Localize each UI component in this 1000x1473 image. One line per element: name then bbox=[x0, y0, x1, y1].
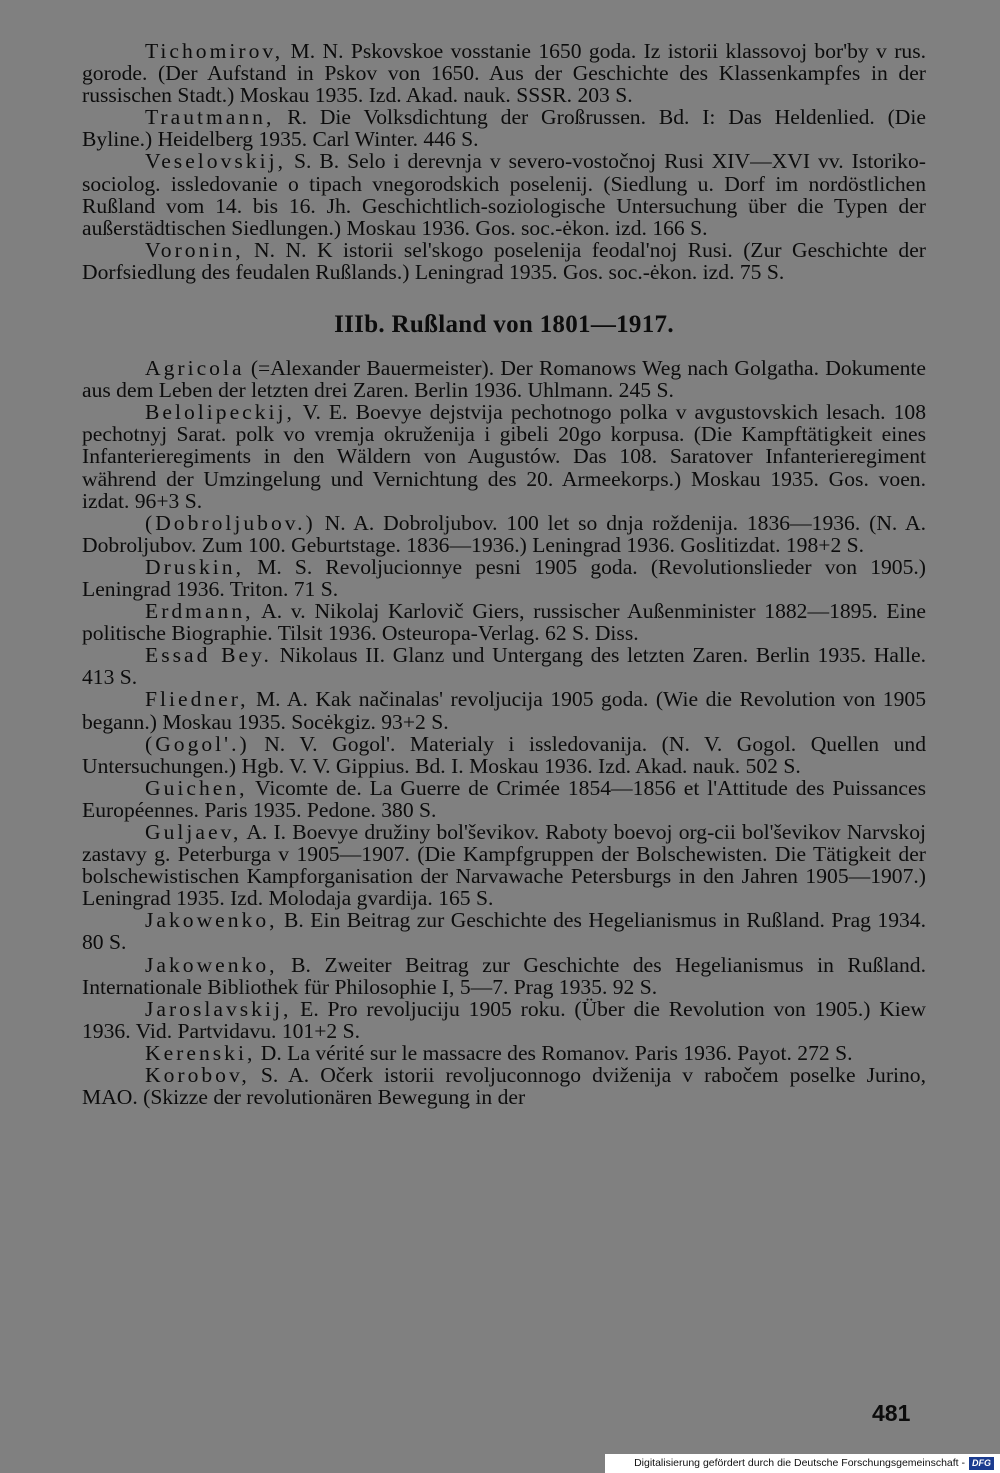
section-title: IIIb. Rußland von 1801—1917. bbox=[334, 311, 674, 339]
entry-author: Voronin, bbox=[145, 237, 244, 262]
bibliography-entry bbox=[82, 150, 926, 238]
entry-author: Kerenski, bbox=[145, 1040, 256, 1065]
bibliography-entry bbox=[82, 239, 926, 283]
entry-author: Korobov, bbox=[145, 1063, 250, 1088]
entry-author: Tichomirov, bbox=[145, 39, 284, 63]
bibliography-entry bbox=[82, 512, 926, 556]
entry-text: M. S. Revoljucionnye pesni 1905 goda. (Revolutionslieder von 1905.) Leningrad 1936. Triton. 71 S. bbox=[82, 554, 926, 601]
entry-text: D. La vérité sur le massacre des Romanov. Paris 1936. Payot. 272 S. bbox=[255, 1040, 853, 1065]
entry-text: B. Ein Beitrag zur Geschichte des Hegelianismus in Rußland. Prag 1934. 80 S. bbox=[82, 908, 926, 955]
bibliography-entry bbox=[82, 106, 926, 150]
bibliography-entry bbox=[82, 777, 926, 821]
entry-text: M. N. Pskovskoe vosstanie 1650 goda. Iz istorii klassovoj bor'by v rus. gorode. (Der Aufstand in Pskov von 1650. Aus der Geschichte des Klassenkampfes in der russischen Stadt.) Moskau 1935. Izd. Akad. nauk. SSSR. 203 S. bbox=[82, 39, 926, 108]
bibliography-entry bbox=[82, 556, 926, 600]
entry-text: N. A. Dobroljubov. 100 let so dnja roždenija. 1836—1936. (N. A. Dobroljubov. Zum 100. Geburtstage. 1836—1936.) Leningrad 1936. Goslitizdat. 198+2 S. bbox=[82, 510, 926, 557]
footer-text: Digitalisierung gefördert durch die Deutsche Forschungsgemeinschaft - bbox=[634, 1457, 965, 1469]
bibliography-entry bbox=[82, 688, 926, 732]
footer-credit bbox=[605, 1454, 1000, 1473]
entry-text: S. A. Očerk istorii revoljuconnogo dviženija v rabočem poselke Jurino, MAO. (Skizze der revolutionären Bewegung in der bbox=[82, 1063, 926, 1110]
bibliography-entry bbox=[82, 40, 926, 106]
entry-author: Druskin, bbox=[145, 554, 244, 579]
entry-author: Erdmann, bbox=[145, 599, 254, 624]
entry-author: Jakowenko, bbox=[145, 908, 278, 933]
entry-author: Veselovskij, bbox=[145, 149, 286, 174]
entry-author: Trautmann, bbox=[145, 105, 275, 130]
entry-text: A. I. Boevye družiny bol'ševikov. Raboty boevoj org-cii bol'ševikov Narvskoj zastavy g. Peterburga v 1905—1907. (Die Kampfgruppen der Bolschewisten. Die Tätigkeit der bolschewistischen Kampforganisation der Narvawache Petersburgs in den Jahren 1905—1907.) Leningrad 1935. Izd. Molodaja gvardija. 165 S. bbox=[82, 820, 926, 911]
page-body bbox=[82, 40, 926, 1108]
bibliography-entry bbox=[82, 357, 926, 401]
bibliography-entry bbox=[82, 600, 926, 644]
entry-text: B. Zweiter Beitrag zur Geschichte des Hegelianismus in Rußland. Internationale Bibliothek für Philosophie I, 5—7. Prag 1935. 92 S. bbox=[82, 952, 926, 999]
entry-text: V. E. Boevye dejstvija pechotnogo polka v avgustovskich lesach. 108 pechotnyj Sarat. polk vo vremja okruženija i gibeli 20go korpusa. (Die Kampftätigkeit eines Infanterieregiments in den Wäldern von Augustów. Das 108. Saratover Infanterieregiment während der Umzingelung und Vernichtung des 20. Armeekorps.) Moskau 1935. Gos. voen. izdat. 96+3 S. bbox=[82, 400, 926, 513]
entry-author: Agricola bbox=[145, 356, 245, 381]
bibliography-entry bbox=[82, 401, 926, 511]
bibliography-entry bbox=[82, 998, 926, 1042]
bibliography-entry bbox=[82, 954, 926, 998]
entry-text: N. V. Gogol'. Materialy i issledovanija. (N. V. Gogol. Quellen und Untersuchungen.) Hgb. V. V. Gippius. Bd. I. Moskau 1936. Izd. Akad. nauk. 502 S. bbox=[82, 731, 926, 778]
entry-text: A. v. Nikolaj Karlovič Giers, russischer Außenminister 1882—1895. Eine politische Biographie. Tilsit 1936. Osteuropa-Verlag. 62 S. Diss. bbox=[82, 599, 926, 646]
bibliography-entry bbox=[82, 644, 926, 688]
entry-author: Belolipeckij, bbox=[145, 400, 295, 425]
entry-text: S. B. Selo i derevnja v severo-vostočnoj Rusi XIV—XVI vv. Istoriko-sociolog. issledovanie o tipach vnegorodskich poselenij. (Siedlung u. Dorf im nordöstlichen Rußland vom 14. bis 16. Jh. Geschichtlich-soziologische Untersuchung über die Typen der außerstädtischen Siedlungen.) Moskau 1936. Gos. soc.-ėkon. izd. 166 S. bbox=[82, 149, 926, 240]
entry-author: Fliedner, bbox=[145, 687, 249, 712]
bibliography-entry bbox=[82, 1064, 926, 1108]
entry-author: (Gogol'.) bbox=[145, 731, 250, 756]
entry-text: R. Die Volksdichtung der Großrussen. Bd. I: Das Heldenlied. (Die Byline.) Heidelberg 1935. Carl Winter. 446 S. bbox=[82, 105, 926, 152]
entry-text: E. Pro revoljuciju 1905 roku. (Über die Revolution von 1905.) Kiew 1936. Vid. Partvidavu. 101+2 S. bbox=[82, 996, 926, 1043]
page-number: 481 bbox=[872, 1400, 911, 1426]
entry-author: Jakowenko, bbox=[145, 952, 278, 977]
bibliography-entry bbox=[82, 733, 926, 777]
entry-author: Essad Bey. bbox=[145, 643, 272, 668]
entry-list-main bbox=[82, 357, 926, 1108]
entry-author: Guljaev, bbox=[145, 820, 242, 844]
entry-author: Jaroslavskij, bbox=[145, 996, 292, 1021]
entry-text: N. N. K istorii sel'skogo poselenija feodal'noj Rusi. (Zur Geschichte der Dorfsiedlung des feudalen Rußlands.) Leningrad 1935. Gos. soc.-ėkon. izd. 75 S. bbox=[82, 237, 926, 284]
entry-text: Vicomte de. La Guerre de Crimée 1854—1856 et l'Attitude des Puissances Européennes. Paris 1935. Pedone. 380 S. bbox=[82, 775, 926, 822]
bibliography-entry bbox=[82, 1042, 926, 1064]
bibliography-entry bbox=[82, 909, 926, 953]
entry-list-top bbox=[82, 40, 926, 283]
dfg-logo: DFG bbox=[969, 1457, 994, 1470]
entry-text: M. A. Kak načinalas' revoljucija 1905 goda. (Wie die Revolution von 1905 begann.) Moskau 1935. Socėkgiz. 93+2 S. bbox=[82, 687, 926, 734]
entry-author: Guichen, bbox=[145, 775, 248, 800]
bibliography-entry bbox=[82, 821, 926, 909]
entry-text: (=Alexander Bauermeister). Der Romanows Weg nach Golgatha. Dokumente aus dem Leben der letzten drei Zaren. Berlin 1936. Uhlmann. 245 S. bbox=[82, 356, 926, 403]
entry-text: Nikolaus II. Glanz und Untergang des letzten Zaren. Berlin 1935. Halle. 413 S. bbox=[82, 643, 926, 690]
entry-author: (Dobroljubov.) bbox=[145, 510, 316, 535]
